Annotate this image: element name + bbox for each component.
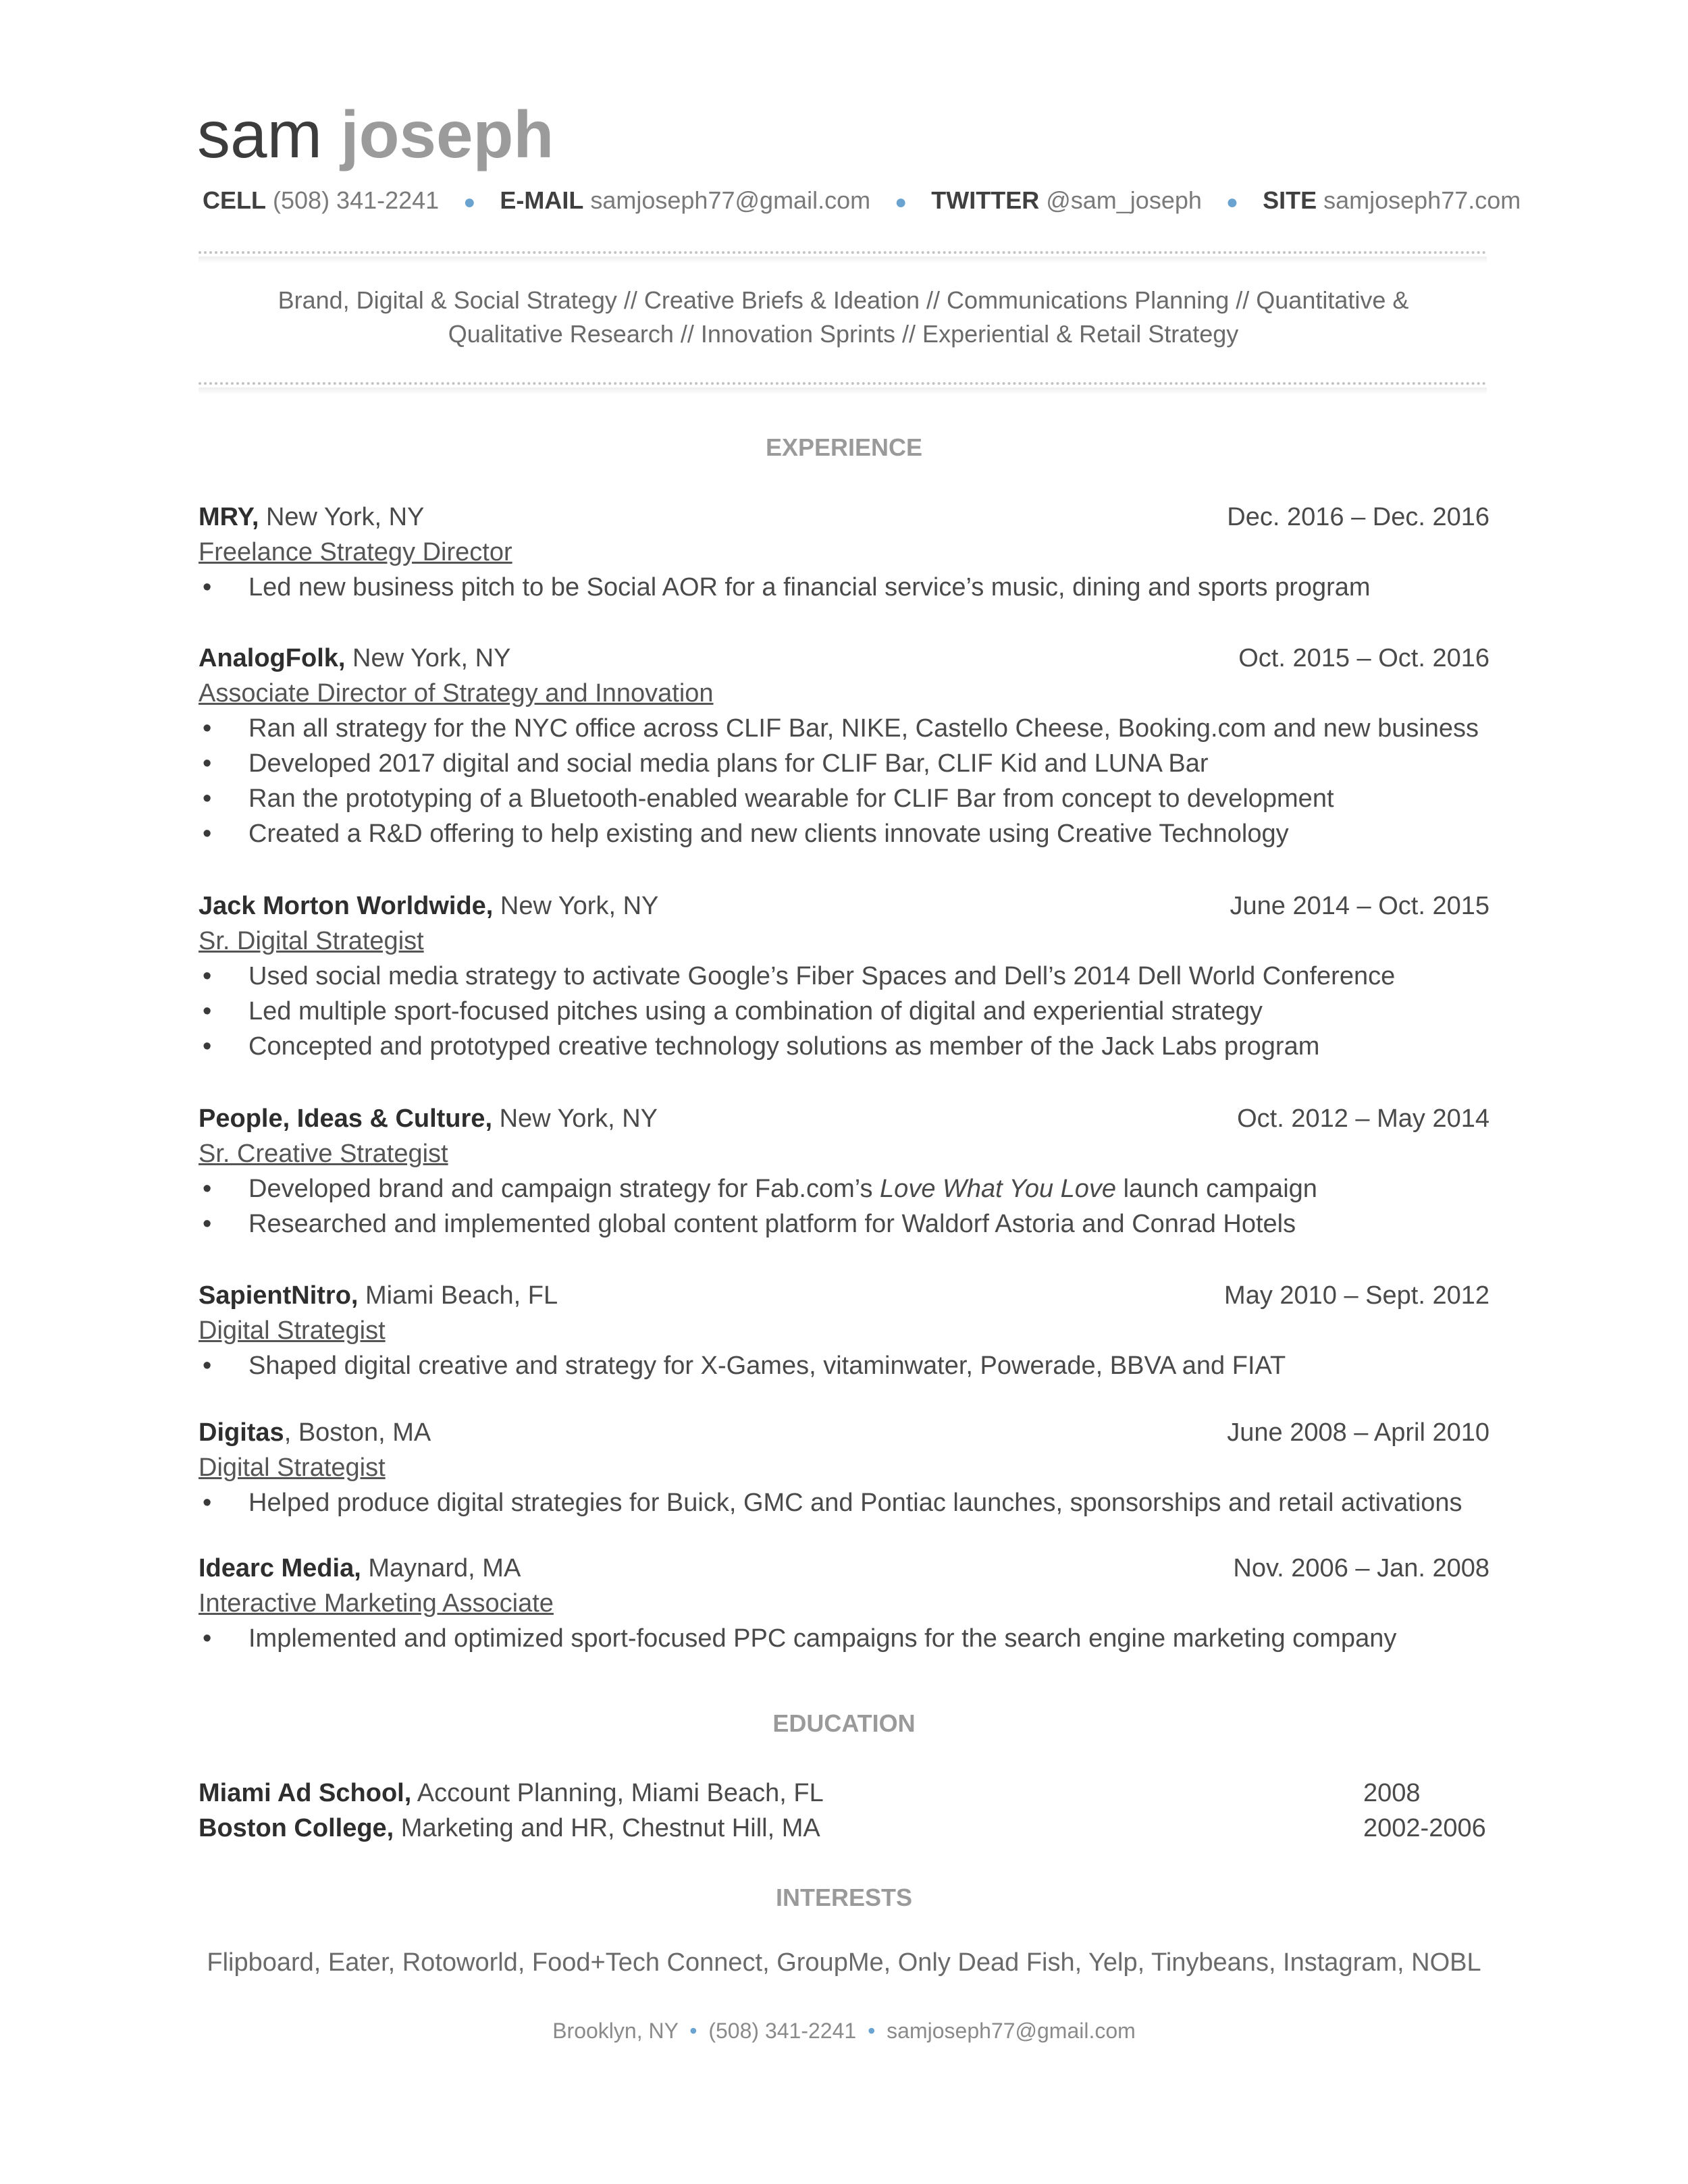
job-header: [199, 888, 1489, 924]
bullet-text: Developed brand and campaign strategy for Fab.com’s: [248, 1175, 880, 1203]
job-bullets: [199, 570, 1489, 605]
education-school: Boston College,: [199, 1814, 394, 1842]
bullet-item: • Researched and implemented global content platform for Waldorf Astoria and Conrad Hotels: [199, 1206, 1489, 1242]
job-dates: Oct. 2012 – May 2014: [1237, 1104, 1489, 1133]
bullet-item: • Concepted and prototyped creative technology solutions as member of the Jack Labs program: [199, 1029, 1489, 1064]
job-company: Jack Morton Worldwide,: [199, 892, 494, 920]
education-detail: Account Planning, Miami Beach, FL: [417, 1779, 824, 1807]
separator-dot-icon: ●: [463, 191, 476, 213]
job-dates: May 2010 – Sept. 2012: [1224, 1281, 1489, 1310]
job-role: Digital Strategist: [199, 1316, 386, 1345]
job-location: New York, NY: [500, 892, 659, 920]
education-row: [199, 1776, 1489, 1811]
job-bullets: [199, 711, 1489, 851]
contact-line: [203, 186, 1521, 215]
job-company: AnalogFolk,: [199, 644, 346, 672]
bullet-item: • Led new business pitch to be Social AOR for a financial service’s music, dining and sports program: [199, 570, 1489, 605]
section-title-experience: EXPERIENCE: [765, 433, 923, 461]
contact-site: samjoseph77.com: [1323, 186, 1521, 214]
job-dates: June 2008 – April 2010: [1227, 1418, 1489, 1447]
job-company: Digitas: [199, 1418, 284, 1447]
bullet-item: • Created a R&D offering to help existing and new clients innovate using Creative Technology: [199, 816, 1489, 851]
bullet-item: • Shaped digital creative and strategy for X-Games, vitaminwater, Powerade, BBVA and FIAT: [199, 1348, 1489, 1383]
education-detail: Marketing and HR, Chestnut Hill, MA: [400, 1814, 820, 1842]
contact-label-twitter: TWITTER: [931, 186, 1040, 214]
job-dates: Dec. 2016 – Dec. 2016: [1227, 503, 1489, 531]
job-company: Idearc Media,: [199, 1554, 361, 1582]
last-name: joseph: [340, 97, 554, 171]
job-role: Associate Director of Strategy and Innovation: [199, 679, 714, 708]
job-entry: [199, 1101, 1489, 1242]
contact-label-email: E-MAIL: [500, 186, 584, 214]
job-location: Miami Beach, FL: [365, 1281, 558, 1310]
job-entry: [199, 1551, 1489, 1656]
contact-label-cell: CELL: [203, 186, 266, 214]
job-company: MRY,: [199, 503, 259, 531]
job-role: Freelance Strategy Director: [199, 538, 512, 566]
job-location: , Boston, MA: [284, 1418, 431, 1447]
footer-email: samjoseph77@gmail.com: [887, 2019, 1136, 2043]
footer-location: Brooklyn, NY: [552, 2019, 679, 2043]
bullet-item: • Ran the prototyping of a Bluetooth-enabled wearable for CLIF Bar from concept to development: [199, 781, 1489, 816]
job-company: SapientNitro,: [199, 1281, 359, 1310]
bullet-item: • Used social media strategy to activate Google’s Fiber Spaces and Dell’s 2014 Dell World Conference: [199, 959, 1489, 994]
job-header: [199, 500, 1489, 535]
contact-twitter: @sam_joseph: [1046, 186, 1202, 214]
education-year: 2002-2006: [1363, 1814, 1486, 1842]
separator-dot-icon: ●: [1225, 191, 1239, 213]
job-header: [199, 1278, 1489, 1313]
job-company: People, Ideas & Culture,: [199, 1104, 492, 1133]
job-bullets: [199, 1485, 1489, 1520]
bullet-item: • Helped produce digital strategies for Buick, GMC and Pontiac launches, sponsorships and retail activations: [199, 1485, 1489, 1520]
footer-phone: (508) 341-2241: [708, 2019, 857, 2043]
separator-dot-icon: ●: [895, 191, 907, 213]
job-entry: [199, 500, 1489, 605]
education-school: Miami Ad School,: [199, 1779, 412, 1807]
footer-contact: [0, 2019, 1688, 2044]
bullet-item: • Led multiple sport-focused pitches using a combination of digital and experiential strategy: [199, 994, 1489, 1029]
contact-email: samjoseph77@gmail.com: [590, 186, 871, 214]
skills-line: Qualitative Research // Innovation Sprints // Experiential & Retail Strategy: [448, 320, 1239, 348]
section-title-education: EDUCATION: [772, 1709, 916, 1737]
job-bullets: [199, 1621, 1489, 1656]
job-location: New York, NY: [499, 1104, 658, 1133]
resume-name: [197, 97, 554, 171]
job-header: [199, 1101, 1489, 1136]
separator-dot-icon: •: [689, 2019, 697, 2043]
dotted-divider: [199, 382, 1487, 385]
skills-summary: [199, 284, 1488, 351]
job-dates: June 2014 – Oct. 2015: [1230, 892, 1489, 920]
job-role: Digital Strategist: [199, 1454, 386, 1482]
bullet-text: launch campaign: [1116, 1175, 1317, 1203]
job-location: New York, NY: [265, 503, 425, 531]
bullet-item: • Ran all strategy for the NYC office across CLIF Bar, NIKE, Castello Cheese, Booking.com and new business: [199, 711, 1489, 746]
first-name: sam: [197, 97, 323, 171]
contact-phone: (508) 341-2241: [273, 186, 440, 214]
dotted-divider: [199, 251, 1487, 254]
job-entry: [199, 888, 1489, 1064]
job-entry: [199, 1415, 1489, 1520]
job-role: Sr. Creative Strategist: [199, 1140, 448, 1168]
education-row: [199, 1811, 1489, 1846]
separator-dot-icon: •: [868, 2019, 876, 2043]
section-title-interests: INTERESTS: [775, 1884, 913, 1911]
contact-label-site: SITE: [1263, 186, 1317, 214]
job-location: Maynard, MA: [368, 1554, 521, 1582]
job-dates: Nov. 2006 – Jan. 2008: [1233, 1554, 1489, 1582]
job-header: [199, 1551, 1489, 1586]
interests-list: Flipboard, Eater, Rotoworld, Food+Tech Connect, GroupMe, Only Dead Fish, Yelp, Tinybeans, Instagram, NOBL: [207, 1948, 1481, 1977]
education-year: 2008: [1363, 1779, 1421, 1807]
job-bullets: [199, 1171, 1489, 1242]
bullet-item: • Developed 2017 digital and social media plans for CLIF Bar, CLIF Kid and LUNA Bar: [199, 746, 1489, 781]
job-role: Interactive Marketing Associate: [199, 1589, 554, 1618]
job-entry: [199, 1278, 1489, 1383]
job-bullets: [199, 959, 1489, 1064]
campaign-title: Love What You Love: [880, 1175, 1117, 1203]
bullet-item: [199, 1171, 1489, 1206]
job-bullets: [199, 1348, 1489, 1383]
job-header: [199, 1415, 1489, 1450]
job-role: Sr. Digital Strategist: [199, 927, 424, 955]
skills-line: Brand, Digital & Social Strategy // Creative Briefs & Ideation // Communications Planning // Quantitative &: [278, 286, 1409, 314]
job-entry: [199, 641, 1489, 851]
job-header: [199, 641, 1489, 676]
job-location: New York, NY: [352, 644, 511, 672]
bullet-item: • Implemented and optimized sport-focused PPC campaigns for the search engine marketing company: [199, 1621, 1489, 1656]
job-dates: Oct. 2015 – Oct. 2016: [1238, 644, 1489, 672]
